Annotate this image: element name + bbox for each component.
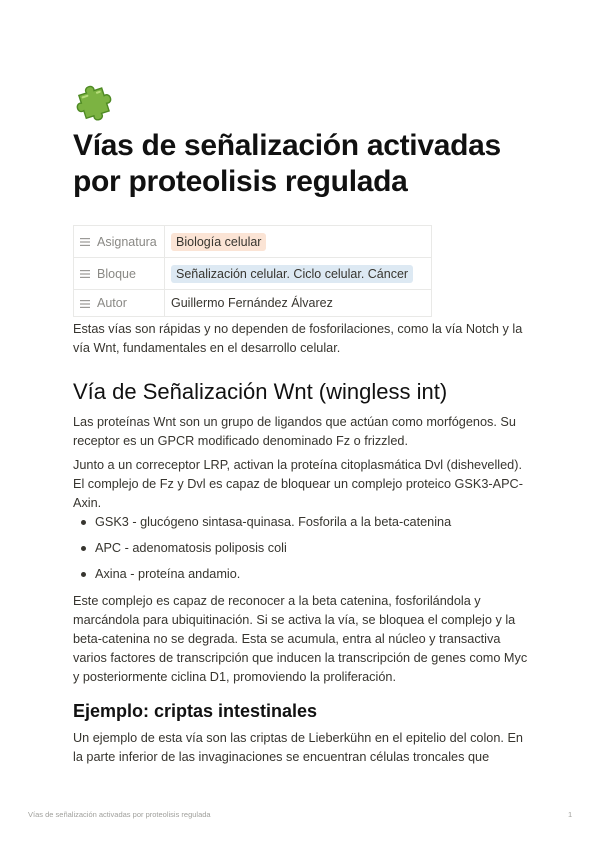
bullet-dot xyxy=(81,572,86,577)
property-label: Autor xyxy=(97,296,127,310)
paragraph: Junto a un correceptor LRP, activan la proteína citoplasmática Dvl (dishevelled). El complejo de Fz y Dvl es capaz de bloquear un complejo proteico GSK3-APC-Axin. xyxy=(73,458,523,510)
paragraph: Un ejemplo de esta vía son las criptas de Lieberkühn en el epitelio del colon. En la parte inferior de las invaginaciones se encuentran células troncales que xyxy=(73,731,523,764)
section-heading-criptas: Ejemplo: criptas intestinales xyxy=(73,701,318,721)
author-value[interactable]: Guillermo Fernández Álvarez xyxy=(165,290,432,317)
section-heading-wnt: Vía de Señalización Wnt (wingless int) xyxy=(73,379,448,404)
property-value-cell[interactable] xyxy=(165,226,432,258)
intro-paragraph: Estas vías son rápidas y no dependen de fosforilaciones, como la vía Notch y la vía Wnt, fundamentales en el desarrollo celular. xyxy=(73,322,523,355)
properties-table xyxy=(73,225,432,317)
block-tag[interactable]: Señalización celular. Ciclo celular. Cáncer xyxy=(171,265,413,283)
paragraph: Este complejo es capaz de reconocer a la beta catenina, fosforilándola y marcándola para ubiquitinación. Si se activa la vía, se bloquea el complejo y la beta-catenina no se degrada. Esta se acumula, entra al núcleo y transactiva varios factores de transcripción que inducen la transcripción de genes como Myc y posteriormente ciclina D1, promoviendo la proliferación. xyxy=(73,594,528,684)
page-title: Vías de señalización activadas por proteolisis regulada xyxy=(73,129,501,198)
page-number: 1 xyxy=(568,810,573,819)
list-item xyxy=(73,513,523,539)
list-item-text: GSK3 - glucógeno sintasa-quinasa. Fosforila a la beta-catenina xyxy=(95,515,452,529)
paragraph: Las proteínas Wnt son un grupo de ligandos que actúan como morfógenos. Su receptor es un GPCR modificado denominado Fz o frizzled. xyxy=(73,415,516,448)
list-icon xyxy=(80,238,90,246)
puzzle-piece-icon xyxy=(72,78,116,122)
property-row-bloque xyxy=(74,258,432,290)
property-name-cell xyxy=(74,258,165,290)
list-item xyxy=(73,565,523,591)
list-icon xyxy=(80,300,90,308)
subject-tag[interactable]: Biología celular xyxy=(171,233,266,251)
list-item-text: APC - adenomatosis poliposis coli xyxy=(95,541,287,555)
bullet-dot xyxy=(81,546,86,551)
list-item-text: Axina - proteína andamio. xyxy=(95,567,241,581)
list-icon xyxy=(80,270,90,278)
property-name-cell xyxy=(74,226,165,258)
property-value-cell[interactable] xyxy=(165,258,432,290)
property-row-autor xyxy=(74,290,432,317)
property-row-asignatura xyxy=(74,226,432,258)
property-label: Asignatura xyxy=(97,234,157,249)
property-label: Bloque xyxy=(97,266,136,281)
bullet-dot xyxy=(81,520,86,525)
property-name-cell xyxy=(74,290,165,317)
bullet-list xyxy=(73,513,523,591)
footer-title: Vías de señalización activadas por proteolisis regulada xyxy=(28,810,211,819)
list-item xyxy=(73,539,523,565)
